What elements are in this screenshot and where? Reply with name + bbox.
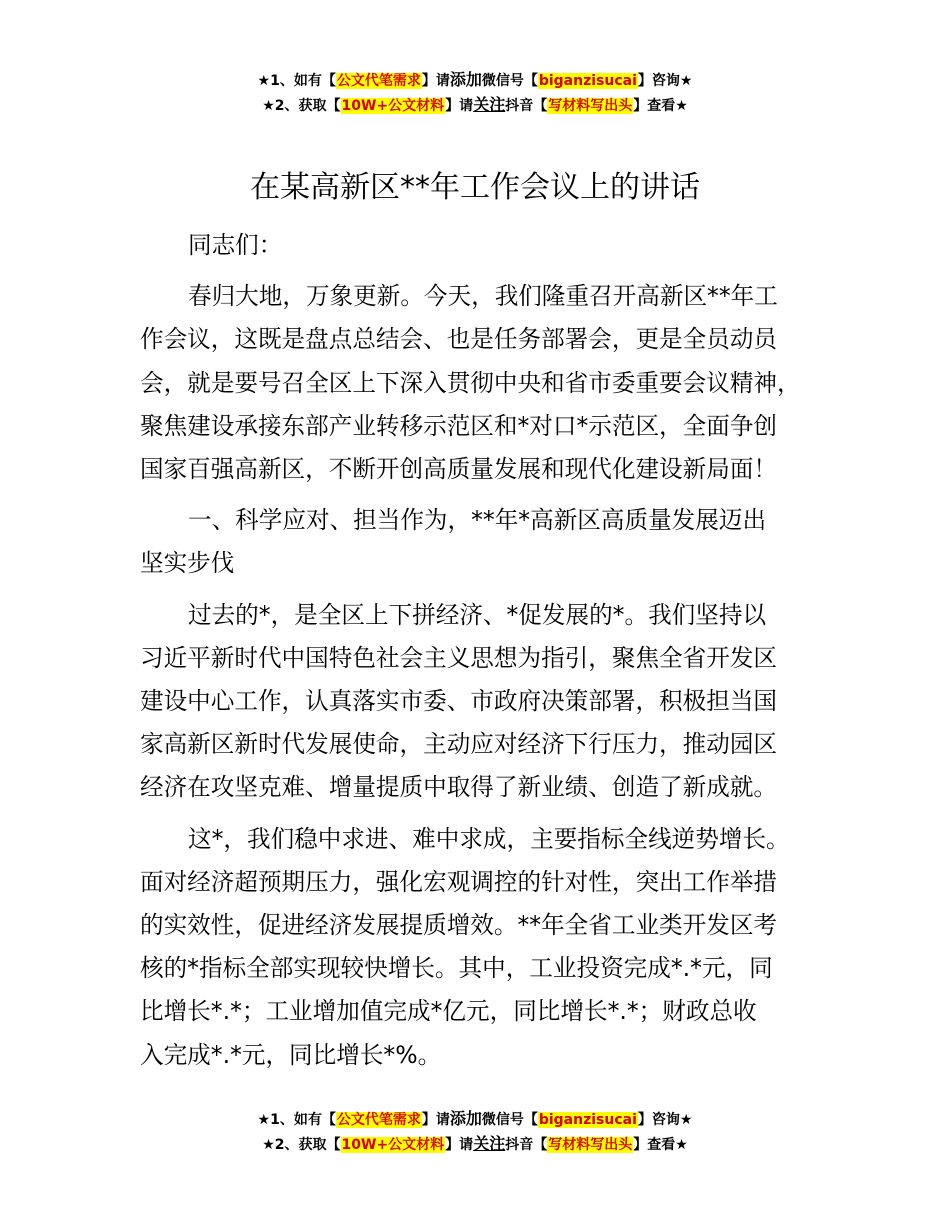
promo-line-2 (0, 93, 950, 118)
promo-text: 添加 (449, 1109, 482, 1128)
paragraph-line: 比增长*.*；工业增加值完成*亿元，同比增长*.*；财政总收 (140, 997, 757, 1026)
paragraph-line: 一、科学应对、担当作为，**年*高新区高质量发展迈出 (188, 506, 767, 535)
promo-line-2 (0, 1132, 950, 1157)
paragraph-line: 面对经济超预期压力，强化宏观调控的针对性，突出工作举措 (140, 867, 778, 896)
promo-text: 抖音【 (505, 1137, 548, 1153)
paragraph-line: 家高新区新时代发展使命，主动应对经济下行压力，推动园区 (140, 730, 778, 759)
paragraph-line: 春归大地，万象更新。今天，我们隆重召开高新区**年工 (188, 282, 778, 311)
promo-highlight: 公文代笔需求 (336, 73, 421, 89)
promo-text: ★2、获取【 (262, 1137, 341, 1153)
promo-text: 】请 (445, 1137, 474, 1153)
promo-text: 】查看★ (633, 1137, 688, 1153)
promo-highlight: 公文代笔需求 (336, 1112, 421, 1128)
promo-highlight: biganzisucai (538, 73, 637, 89)
promo-highlight: 写材料写出头 (548, 98, 633, 114)
paragraph (140, 224, 820, 267)
paragraph-line: 建设中心工作，认真落实市委、市政府决策部署，积极担当国 (140, 687, 778, 716)
paragraph (140, 499, 820, 585)
promo-text: 微信号【 (481, 73, 538, 89)
promo-text: 】咨询★ (637, 73, 693, 89)
paragraph-line: 国家百强高新区，不断开创高质量发展和现代化建设新局面！ (140, 455, 778, 484)
promo-line-1 (0, 1107, 950, 1132)
promo-text: 添加 (449, 70, 482, 89)
promo-text: ★2、获取【 (262, 98, 341, 114)
promo-text: 抖音【 (505, 98, 548, 114)
promo-highlight: 写材料写出头 (548, 1137, 633, 1153)
promo-text: 】查看★ (633, 98, 688, 114)
paragraph-line: 会，就是要号召全区上下深入贯彻中央和省市委重要会议精神， (140, 368, 801, 397)
paragraph-line: 核的*指标全部实现较快增长。其中，工业投资完成*.*元，同 (140, 954, 773, 983)
paragraph-line: 坚实步伐 (140, 549, 235, 578)
paragraph (140, 594, 820, 810)
paragraph (140, 818, 820, 1077)
paragraph-line: 经济在攻坚克难、增量提质中取得了新业绩、创造了新成就。 (140, 773, 778, 802)
promo-text: 关注 (473, 95, 506, 114)
promo-text: 】请 (421, 73, 450, 89)
promo-text: ★1、如有【 (257, 1112, 336, 1128)
document-title: 在某高新区**年工作会议上的讲话 (250, 170, 700, 205)
paragraph-line: 同志们： (188, 231, 283, 259)
paragraph-line: 入完成*.*元，同比增长*%。 (140, 1040, 442, 1069)
promo-highlight: 10W+公文材料 (341, 1137, 445, 1153)
promo-line-1 (0, 68, 950, 93)
paragraph-line: 聚焦建设承接东部产业转移示范区和*对口*示范区，全面争创 (140, 411, 778, 440)
paragraph-line: 习近平新时代中国特色社会主义思想为指引，聚焦全省开发区 (140, 643, 778, 672)
promo-banner-bottom (0, 1107, 950, 1157)
paragraph-line: 作会议，这既是盘点总结会、也是任务部署会，更是全员动员 (140, 325, 778, 354)
promo-highlight: 10W+公文材料 (341, 98, 445, 114)
promo-text: 】咨询★ (637, 1112, 693, 1128)
promo-text: ★1、如有【 (257, 73, 336, 89)
document-body (140, 224, 820, 1085)
promo-text: 】请 (421, 1112, 450, 1128)
promo-text: 关注 (473, 1134, 506, 1153)
paragraph (140, 275, 820, 491)
promo-highlight: biganzisucai (538, 1112, 637, 1128)
promo-text: 】请 (445, 98, 474, 114)
promo-banner-top (0, 68, 950, 118)
paragraph-line: 这*，我们稳中求进、难中求成，主要指标全线逆势增长。 (188, 824, 790, 853)
paragraph-line: 的实效性，促进经济发展提质增效。**年全省工业类开发区考 (140, 911, 778, 940)
paragraph-line: 过去的*，是全区上下拼经济、*促发展的*。我们坚持以 (188, 600, 767, 629)
promo-text: 微信号【 (481, 1112, 538, 1128)
